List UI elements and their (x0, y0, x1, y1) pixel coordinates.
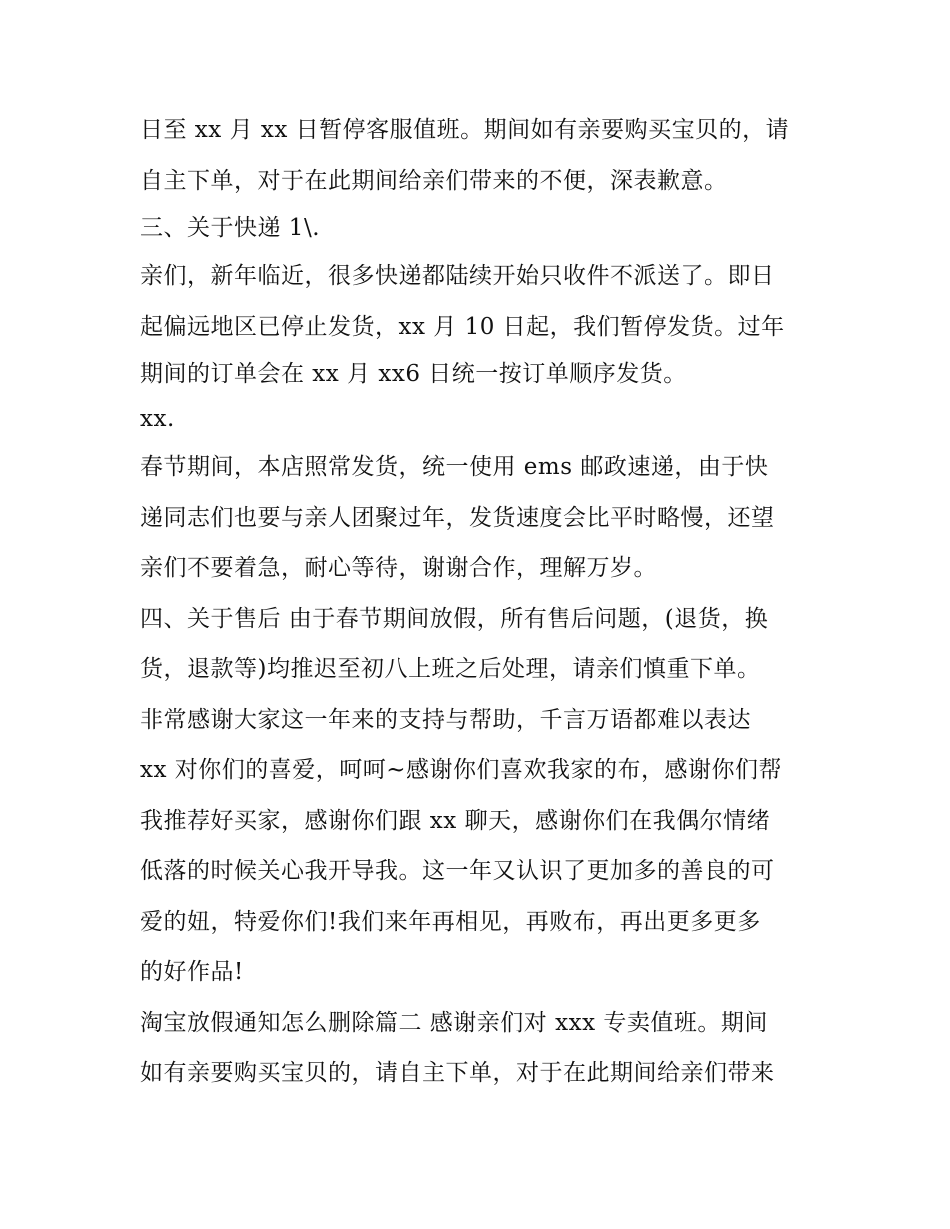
text-line: 期间的订单会在 xx 月 xx6 日统一按订单顺序发货。 (140, 361, 687, 387)
text-line: xx. (140, 406, 175, 432)
section-heading: 四、关于售后 由于春节期间放假，所有售后问题，(退货，换 (140, 605, 769, 632)
text-line: 淘宝放假通知怎么删除篇二 感谢亲们对 xxx 专卖值班。期间 (140, 1009, 768, 1036)
text-line: 日至 xx 月 xx 日暂停客服值班。期间如有亲要购买宝贝的，请 (140, 117, 790, 143)
text-line: 春节期间，本店照常发货，统一使用 ems 邮政速递，由于快 (140, 454, 769, 480)
document-body (140, 105, 830, 1099)
text-line: 亲们，新年临近，很多快递都陆续开始只收件不派送了。即日 (140, 263, 775, 289)
text-line: 我推荐好买家，感谢你们跟 xx 聊天，感谢你们在我偶尔情绪 (140, 807, 771, 834)
text-line: 低落的时候关心我开导我。这一年又认识了更加多的善良的可 (140, 858, 775, 884)
text-line: 如有亲要购买宝贝的，请自主下单，对于在此期间给亲们带来 (140, 1060, 775, 1086)
text-line: 起偏远地区已停止发货，xx 月 10 日起，我们暂停发货。过年 (140, 313, 785, 340)
text-line: 递同志们也要与亲人团聚过年，发货速度会比平时略慢，还望 (140, 504, 775, 531)
text-line: 爱的妞，特爱你们!我们来年再相见，再败布，再出更多更多 (140, 908, 761, 935)
text-line: xx 对你们的喜爱，呵呵~感谢你们喜欢我家的布，感谢你们帮 (140, 757, 783, 783)
section-heading: 三、关于快递 1\. (140, 215, 321, 241)
text-line: 自主下单，对于在此期间给亲们带来的不便，深表歉意。 (140, 167, 728, 194)
text-line: 货，退款等)均推迟至初八上班之后处理，请亲们慎重下单。 (140, 656, 761, 682)
text-line: 的好作品! (140, 959, 244, 985)
text-line: 非常感谢大家这一年来的支持与帮助，千言万语都难以表达 (140, 706, 751, 733)
text-line: 亲们不要着急，耐心等待，谢谢合作，理解万岁。 (140, 555, 657, 581)
